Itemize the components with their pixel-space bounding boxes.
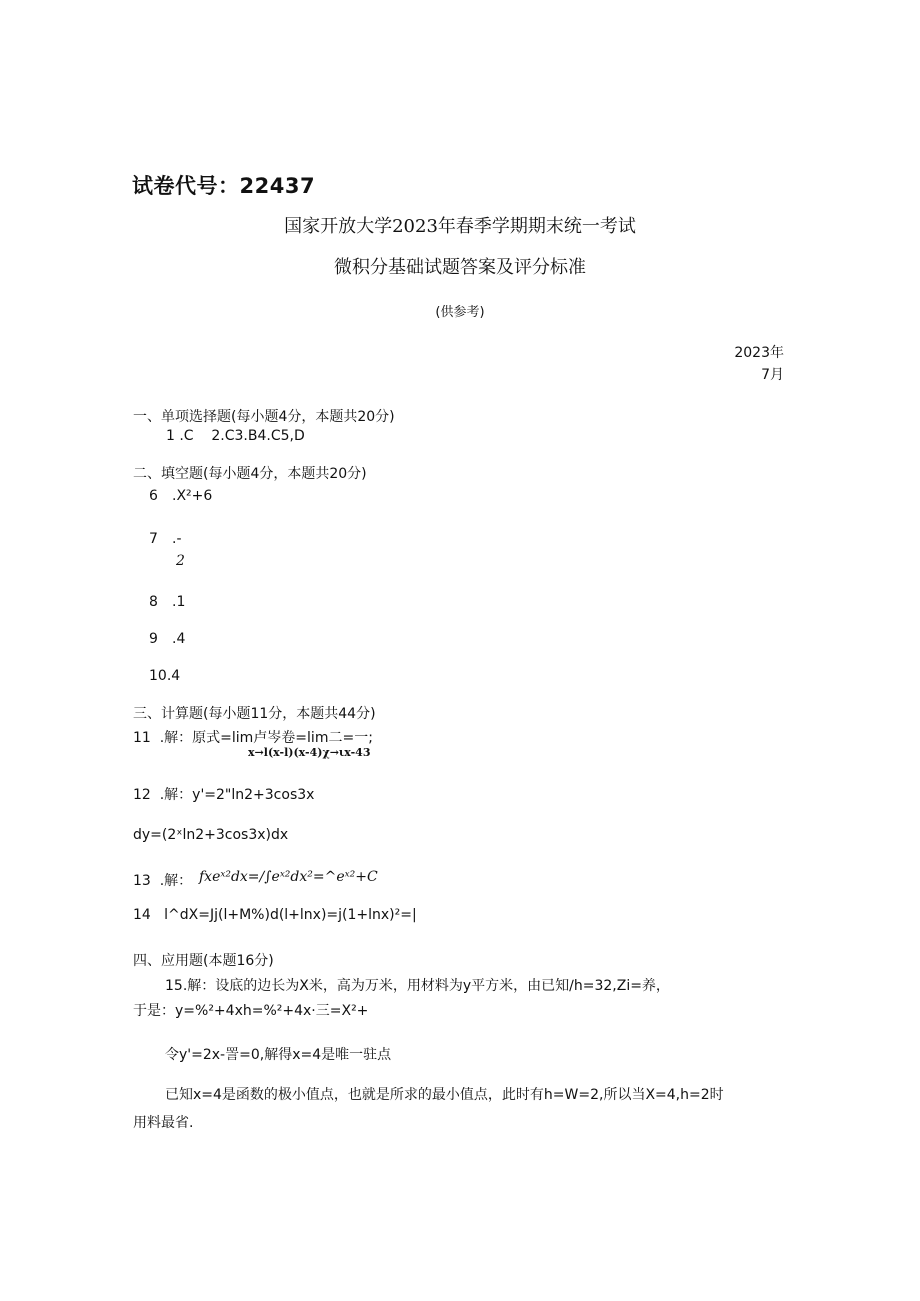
date-year: 2023年 [734, 345, 784, 361]
q6-number: 6 [149, 488, 158, 504]
q13-expression: fxeˣ²dx=∕∫eˣ²dx²=^eˣ²+C [199, 869, 378, 885]
q11-solution: 11 .解：原式=lim卢岑卷=lim二=一; [133, 730, 373, 746]
exam-code: 试卷代号：22437 [132, 174, 316, 198]
q11-limit-subscripts: x→l(x-l)(x-4)χ→ιx-43 [248, 746, 371, 759]
section3-heading: 三、计算题(每小题11分，本题共44分) [133, 706, 376, 722]
q7-answer-denominator: 2 [176, 553, 185, 569]
q9-number: 9 [149, 631, 158, 647]
q12-differential: dy=(2ˣln2+3cos3x)dx [133, 827, 289, 843]
q15-paragraph-2: 于是：y=%²+4xh=%²+4x·三=X²+ [133, 1003, 369, 1019]
reference-note: (供参考) [435, 305, 485, 320]
q12-solution: 12 .解：y'=2"ln2+3cos3x [133, 787, 315, 803]
q8-number: 8 [149, 594, 158, 610]
section2-heading: 二、填空题(每小题4分，本题共20分) [133, 466, 367, 482]
q9-answer: .4 [172, 631, 186, 647]
q7-answer: .- [172, 531, 182, 547]
q15-paragraph-3: 令y'=2x-詈=0,解得x=4是唯一驻点 [165, 1047, 392, 1063]
exam-subtitle: 微积分基础试题答案及评分标准 [334, 257, 586, 278]
section1-heading: 一、单项选择题(每小题4分，本题共20分) [133, 409, 395, 425]
q10-answer: 10.4 [149, 668, 181, 684]
q13-label: 13 .解： [133, 873, 193, 889]
q15-paragraph-5: 用料最省. [133, 1115, 194, 1131]
q15-paragraph-4: 已知x=4是函数的极小值点，也就是所求的最小值点，此时有h=W=2,所以当X=4,h=2时 [165, 1087, 724, 1103]
q15-paragraph-1: 15.解：设底的边长为X米，高为万米，用材料为y平方米，由已知∕h=32,Zi=养， [165, 978, 670, 994]
section4-heading: 四、应用题(本题16分) [133, 953, 274, 969]
q6-answer: .X²+6 [172, 488, 213, 504]
q7-number: 7 [149, 531, 158, 547]
section1-answers: 1 .C 2.C3.B4.C5,D [166, 428, 305, 444]
exam-title: 国家开放大学2023年春季学期期末统一考试 [284, 216, 636, 237]
q8-answer: .1 [172, 594, 186, 610]
date-month: 7月 [761, 367, 784, 383]
q14-solution: 14 l^dX=Jj(l+M%)d(l+lnx)=j(1+lnx)²=| [133, 907, 417, 923]
